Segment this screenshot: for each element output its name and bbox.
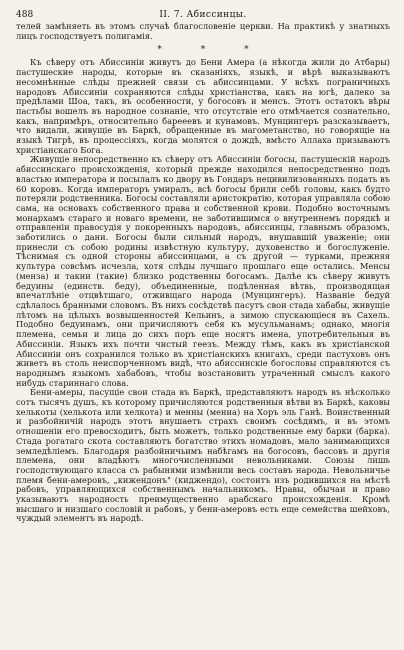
paragraph: Бени-амеры, пасущіе свои стада въ Баркѣ, представляютъ народъ въ нѣсколько сотъ тысячъ душъ, къ которому причисляются родственныя вѣтви въ Баркѣ, каковы хелькоты (хелькота или хелкота) и менны (мениа) на Хоръ эль Ганѣ. Воинственный и разбойничій народъ этотъ внушаетъ страхъ своимъ сосѣдямъ, и въ этомъ отношеніи его превосходитъ, быть можетъ, только родственные ему барки (барка). Стада рогатаго скота составляютъ богатство этихъ номадовъ, мало занимающихся земледѣліемъ. Благодаря разбойничьимъ набѣгамъ на богосовъ, бассовъ и другія племена, они владѣютъ многочисленными невольниками. Союзы лишь господствующаго класса съ рабынями измѣнили весь составъ народа. Невольничье племя бени-амеровъ, „кижендонъ" (киджендо), состоитъ изъ родившихся на мѣстѣ рабовъ, управляющихся собственнымъ начальникомъ. Нравы, обычаи и право указываютъ народность преимущественно арабскаго происхожденія. Кромѣ высшаго и низшаго сословій и рабовъ, у бени-амеровъ есть еще семейства шейховъ, чуждый элементъ въ народѣ. [16,387,390,524]
chapter-title: II. 7. Абиссинцы. [159,10,247,20]
running-head [16,8,390,22]
body-text [16,22,390,524]
paragraph: телей замѣняеть въ этомъ случаѣ благословеніе церкви. На практикѣ у знатныхъ лицъ господствуетъ полигамія. [16,21,390,41]
paragraph: Къ сѣверу отъ Абиссиніи живутъ до Бени Амера (а нѣкогда жили до Атбары) пастушеские народы, которые въ сказаніяхъ, языкѣ, и вѣрѣ выказываютъ несомнѣнные слѣды прежней связи съ абиссинцами. У всѣхъ пограничныхъ народовъ Абиссиніи сохраняются слѣды христіанства, какъ на югѣ, далеко за предѣлами Шоа, такъ, въ особенности, у богосовъ и менсъ. Этотъ остатокъ вѣры пастьбы вошелъ въ народное сознаніе, что отсутствіе его отмѣчается сознательно, какъ, напримѣръ, относительно барееевъ и кунамовъ. Мунцингеръ разсказываетъ, что видали, живущіе въ Баркѣ, обращенные въ магометанство, но говорящіе на языкѣ Тигрѣ, въ процессіяхъ, когда молятся о дождѣ, вмѣсто Аллаха призываютъ христіанскаго Бога. [16,57,390,155]
page-number: 488 [16,10,34,20]
section-separator: * * * [157,45,267,56]
paragraph: Живущіе непосредственно къ сѣверу отъ Абиссиніи богосы, пастушескій народъ абиссинскаго происхожденія, который прежде находился непосредственно подъ властью императора и посылалъ ко двору въ Гондаръ нецивилизованныхъ подать въ 60 коровъ. Когда императоръ умиралъ, всѣ богосы брили себѣ головы, какъ будто потеряли родственника. Богосы составляли аристократію, которая управляла собою сама, на основахъ собственного права и собственной крови. Подобно восточнымъ монархамъ стараго и новаго времени, не заботившимся о внутреннемъ порядкѣ и отправленіи правосудія у покоренныхъ народовъ, абиссинцы, главнымъ образомъ, заботились о дани. Богосы были сильный народъ, внушавшій уваженіе; они принесли съ собою родины извѣстную культуру, духовенство и богослуженіе. Тѣснимая съ одной стороны абиссинцами, а съ другой — турками, прежняя культура совсѣмъ исчезла, хотя слѣды лучшаго прошлаго еще остались. Менсы (менза) и такни (такие) близко родственны богосамъ. Далѣе къ сѣверу живутъ бедуины (единств. беду), объединенные, подѣленная вѣтвь, производящая впечатлѣніе отцвѣтшаго, отживщаго народа (Мунцингеръ). Названіе бедуй сдѣлалось бранными словомъ. Въ нихъ сосѣдствѣ пасутъ свои стада хабабы, живущіе лѣтомъ на цѣлыхъ возвышенностей Кельинъ, а зимою спускающіеся въ Сахель. Подобно бедуинамъ, они причисляютъ себя къ мусульманамъ; однако, многія племена, семьи и лица до сихъ поръ еще носятъ имена, употребительныя въ Абиссиніи. Языкъ ихъ почти чистый геезъ. Между тѣмъ, какъ въ христіанской Абиссиніи онъ сохранился только въ христіанскихъ книгахъ, среди пастуховъ онъ живетъ въ столь неиспорченномъ видѣ, что абиссинскіе богословы справляются съ народнымъ языкомъ хабабовъ, чтобы возстановить утраченный смыслъ какого нибудь стариннаго слова. [16,154,390,388]
